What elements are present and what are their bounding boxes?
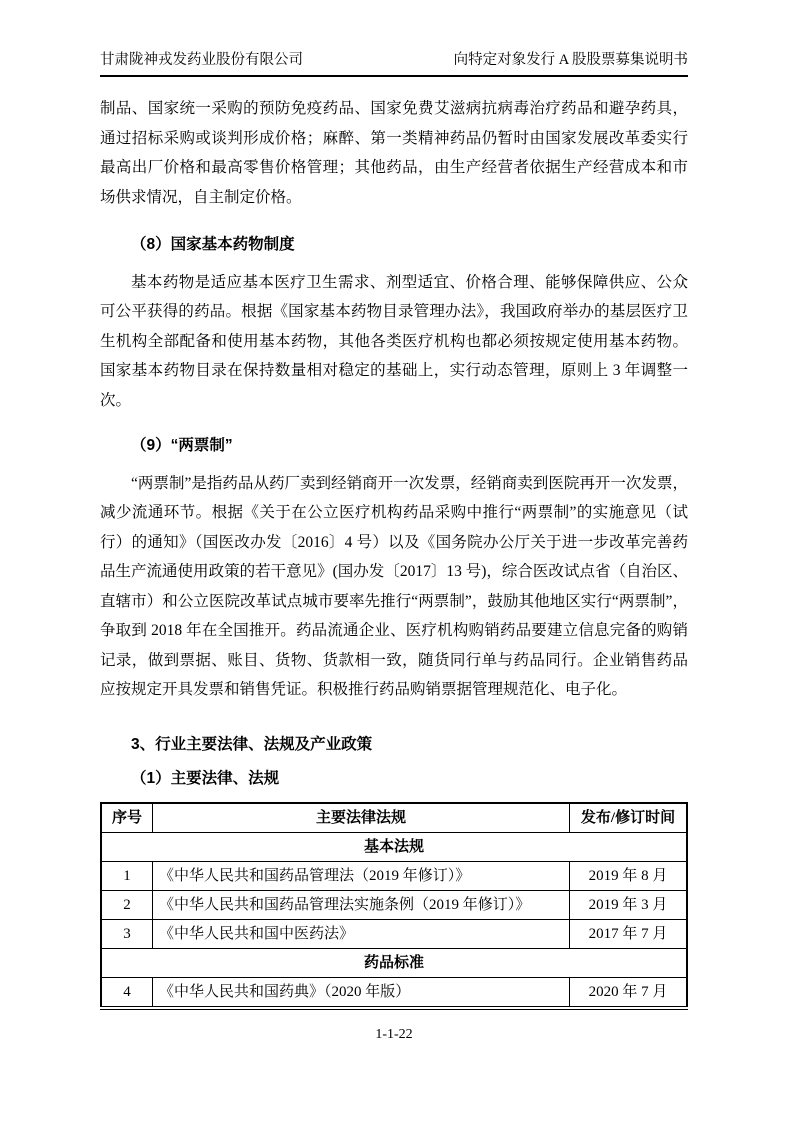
paragraph-drug-pricing-continuation: 制品、国家统一采购的预防免疫药品、国家免费艾滋病抗病毒治疗药品和避孕药具，通过招标采购或谈判形成价格；麻醉、第一类精神药品仍暂时由国家发展改革委实行最高出厂价格和最高零售价格管理；其他药品，由生产经营者依据生产经营成本和市场供求情况，自主制定价格。 bbox=[100, 100, 688, 206]
laws-table bbox=[100, 802, 688, 1010]
table-row bbox=[101, 861, 687, 890]
page-number: 1-1-22 bbox=[375, 1026, 413, 1042]
cell-date: 2019 年 3 月 bbox=[570, 890, 688, 919]
section-title: 基本法规 bbox=[101, 832, 687, 861]
cell-law: 《中华人民共和国药品管理法实施条例（2019 年修订）》 bbox=[153, 890, 570, 919]
heading-3-industry-laws-policies: 3、行业主要法律、法规及产业政策 bbox=[131, 735, 373, 753]
table-section-basic-laws bbox=[101, 832, 687, 861]
heading-8-national-essential-drug-system: （8）国家基本药物制度 bbox=[131, 236, 295, 253]
cell-law: 《中华人民共和国中医药法》 bbox=[153, 919, 570, 948]
heading-3-1-major-laws: （1）主要法律、法规 bbox=[131, 770, 280, 787]
cell-law: 《中华人民共和国药品管理法（2019 年修订）》 bbox=[153, 861, 570, 890]
section-title: 药品标准 bbox=[101, 948, 687, 977]
column-header-date: 发布/修订时间 bbox=[570, 803, 688, 833]
cell-law: 《中华人民共和国药典》（2020 年版） bbox=[153, 977, 570, 1008]
paragraph-essential-drugs: 基本药物是适应基本医疗卫生需求、剂型适宜、价格合理、能够保障供应、公众可公平获得的药品。根据《国家基本药物目录管理办法》，我国政府举办的基层医疗卫生机构全部配备和使用基本药物，其他各类医疗机构也都必须按规定使用基本药物。国家基本药物目录在保持数量相对稳定的基础上，实行动态管理，原则上 3 年调整一次。 bbox=[100, 273, 688, 409]
header-company-name: 甘肃陇神戎发药业股份有限公司 bbox=[100, 52, 303, 68]
cell-no: 3 bbox=[101, 919, 153, 948]
cell-no: 4 bbox=[101, 977, 153, 1008]
paragraph-two-invoice-system: “两票制”是指药品从药厂卖到经销商开一次发票，经销商卖到医院再开一次发票，减少流通环节。根据《关于在公立医疗机构药品采购中推行“两票制”的实施意见（试行）的通知》（国医改办发〔2016〕4 号）以及《国务院办公厅关于进一步改革完善药品生产流通使用政策的若干意见》(国办发〔2017〕13 号)，综合医改试点省（自治区、直辖市）和公立医院改革试点城市要率先推行“两票制”，鼓励其他地区实行“两票制”，争取到 2018 年在全国推开。药品流通企业、医疗机构购销药品要建立信息完备的购销记录，做到票据、账目、货物、货款相一致，随货同行单与药品同行。企业销售药品应按规定开具发票和销售凭证。积极推行药品购销票据管理规范化、电子化。 bbox=[100, 474, 688, 698]
cell-no: 1 bbox=[101, 861, 153, 890]
cell-date: 2019 年 8 月 bbox=[570, 861, 688, 890]
cell-date: 2020 年 7 月 bbox=[570, 977, 688, 1008]
laws-table-header-row bbox=[101, 803, 687, 833]
column-header-law: 主要法律法规 bbox=[153, 803, 570, 833]
heading-9-two-invoice-system: （9）“两票制” bbox=[131, 437, 233, 454]
cell-no: 2 bbox=[101, 890, 153, 919]
cell-date: 2017 年 7 月 bbox=[570, 919, 688, 948]
table-section-drug-standards bbox=[101, 948, 687, 977]
header-doc-title: 向特定对象发行 A 股股票募集说明书 bbox=[453, 52, 688, 68]
column-header-no: 序号 bbox=[101, 803, 153, 833]
table-row bbox=[101, 890, 687, 919]
table-row bbox=[101, 919, 687, 948]
running-header bbox=[100, 50, 688, 77]
table-row bbox=[101, 977, 687, 1008]
